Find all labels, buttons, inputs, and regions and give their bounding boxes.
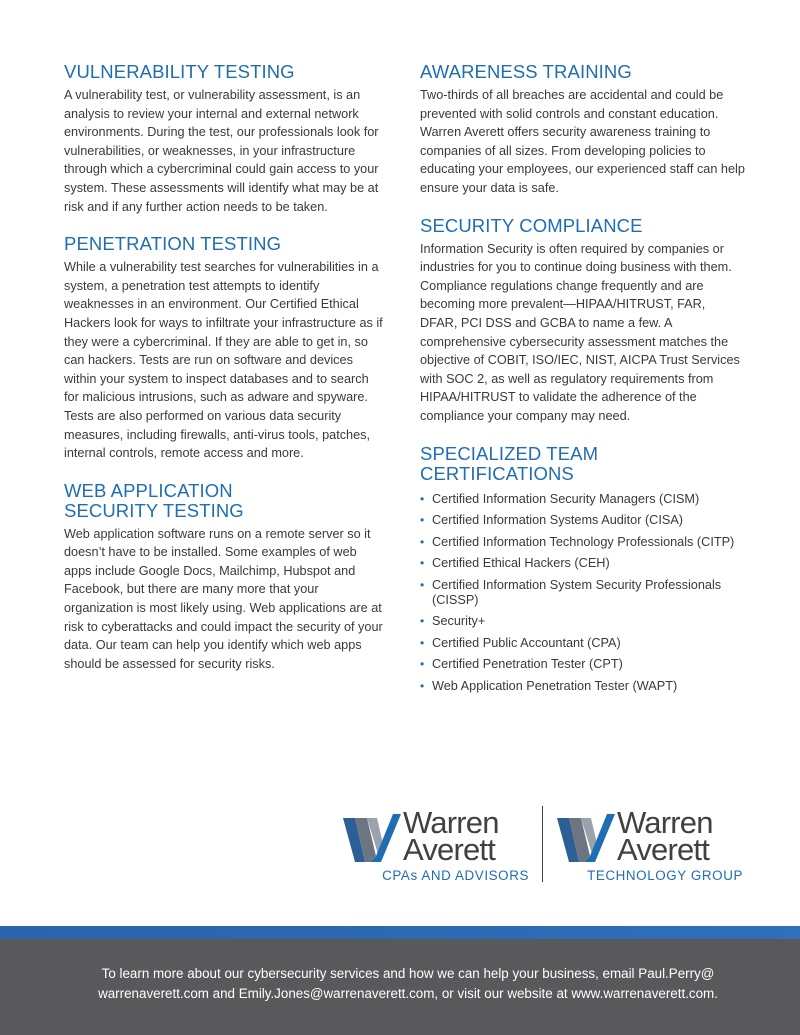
bullet-icon: • [420,513,425,527]
logo-name-line-2: Averett [403,832,496,867]
logo-name-line-1: Warren [617,805,713,840]
technology-group-logo [557,806,743,886]
footer [0,939,800,1035]
footer-line-1: To learn more about our cybersecurity services and how we can help your business, email Paul.Perry@ [101,966,715,981]
bullet-icon: • [420,635,425,650]
warren-averett-w-logo-icon [557,814,615,866]
heading-line-2: SECURITY TESTING [64,499,244,521]
bullet-icon: • [420,577,425,592]
security-compliance-section [420,216,746,426]
section-body: Two-thirds of all breaches are accidental and could be prevented with solid controls and constant education. Warren Averett offers security awareness training to companies of all sizes. From developing policies to educating your employees, our experienced staff can help ensure your data is safe. [420,88,745,195]
vulnerability-testing-section [64,62,384,216]
list-item [420,535,746,550]
bullet-icon: • [420,534,425,549]
list-item-text: Web Application Penetration Tester (WAPT) [432,678,678,693]
awareness-training-section [420,62,746,198]
section-body: While a vulnerability test searches for vulnerabilities in a system, a penetration test attempts to identify weaknesses in an environment. Our Certified Ethical Hackers look for ways to infiltrate your infrastructure as if they were a cybercriminal. If they are able to get in, so can hackers. Tests are run on software and devices within your system to inspect databases and to search for malicious intrusions, such as adware and spyware. Tests are also performed on various data security measures, including firewalls, anti-virus tools, patches, internal controls, remote access and more. [64,260,383,461]
warren-averett-w-logo-icon [343,814,401,866]
section-heading: AWARENESS TRAINING [420,61,632,82]
heading-line-1: WEB APPLICATION [64,479,233,501]
section-body: Information Security is often required by companies or industries for you to continue doing business with them. Compliance regulations change frequently and are becoming more prevalent—HIPAA/HITRUST, FAR, DFAR, PCI DSS and GCBA to name a few. A comprehensive cybersecurity assessment matches the objective of COBIT, ISO/IEC, NIST, AICPA Trust Services with SOC 2, as well as regulatory requirements from HIPAA/HITRUST to validate the adherence of the compliance your company may need. [420,241,740,423]
bullet-icon: • [420,556,425,570]
section-body: Web application software runs on a remote server so it doesn’t have to be installed. Some examples of web apps include Google Docs, Mailchimp, Hubspot and Facebook, but there are many more that your organization is most likely using. Web applications are at risk to cyberattacks and could impact the security of your data. Our team can help you identify which web apps should be assessed for security risks. [64,526,383,671]
list-item [420,556,746,571]
list-item-text: Certified Penetration Tester (CPT) [432,657,623,671]
certifications-section [420,444,746,694]
cpas-advisors-logo [343,806,529,886]
footer-contact-text [0,964,800,1003]
section-heading: VULNERABILITY TESTING [64,61,295,82]
bullet-icon: • [420,657,425,671]
list-item [420,492,746,507]
footer-line-2: warrenaverett.com and Emily.Jones@warrenaverett.com, or visit our website at www.warrenaverett.com. [98,985,718,1001]
penetration-testing-section [64,234,384,463]
list-item-text: Certified Information Security Managers (CISM) [432,491,700,506]
section-heading: PENETRATION TESTING [64,233,282,255]
right-column [420,62,746,712]
list-item-text: Security+ [432,614,486,628]
certifications-list [420,492,746,694]
section-heading: SECURITY COMPLIANCE [420,214,643,236]
list-item [420,578,746,608]
web-application-section [64,481,384,674]
list-item-text: Certified Information Technology Professionals (CITP) [432,534,735,549]
list-item-text: Certified Information System Security Professionals (CISSP) [432,577,722,607]
bullet-icon: • [420,491,425,506]
logo-tagline: CPAs AND ADVISORS [382,868,529,883]
list-item-text: Certified Information Systems Auditor (CISA) [432,513,684,527]
list-item-text: Certified Public Accountant (CPA) [432,635,621,650]
list-item-text: Certified Ethical Hackers (CEH) [432,556,610,570]
bullet-icon: • [420,614,425,628]
section-body: A vulnerability test, or vulnerability assessment, is an analysis to review your internal and external network environments. During the test, our professionals look for vulnerabilities, or weaknesses, in your infrastructure through which a cybercriminal could gain access to your system. These assessments will identify what may be at risk and if any further action needs to be taken. [64,88,379,214]
left-column [64,62,384,691]
list-item [420,513,746,528]
logo-divider [542,806,543,882]
list-item [420,636,746,651]
bullet-icon: • [420,678,425,693]
section-heading [64,481,384,521]
logo-name-line-1: Warren [403,805,499,840]
section-heading: SPECIALIZED TEAM CERTIFICATIONS [420,442,599,484]
logo-name-line-2: Averett [617,832,710,867]
list-item [420,679,746,694]
logos [343,806,743,886]
list-item [420,614,746,629]
list-item [420,657,746,672]
logo-tagline: TECHNOLOGY GROUP [587,868,743,883]
footer-stripe [0,926,800,939]
